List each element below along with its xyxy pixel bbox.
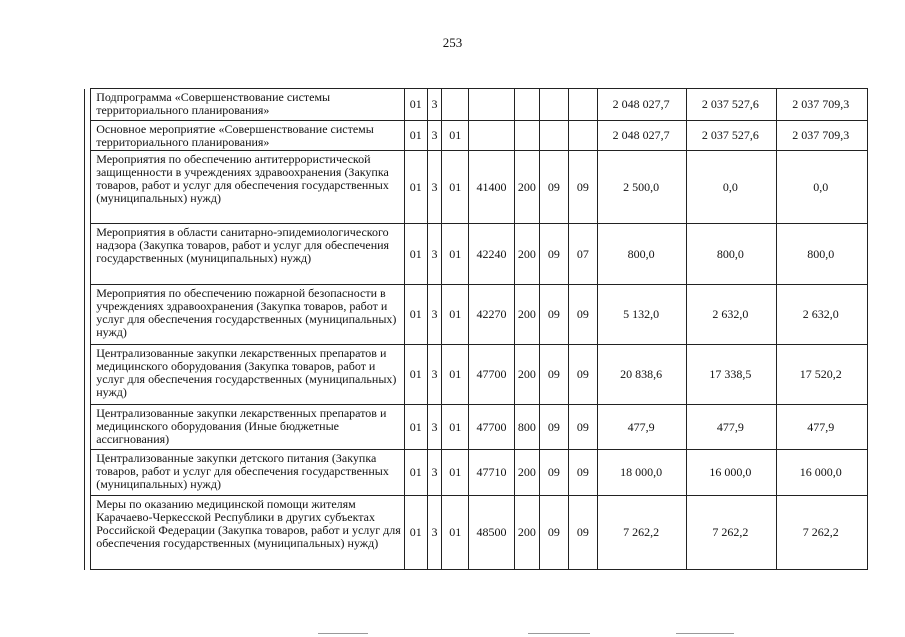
row-name: Подпрограмма «Совершенствование системы территориального планирования» xyxy=(91,89,405,121)
amount-cell: 5 132,0 xyxy=(597,285,686,345)
table-row xyxy=(85,496,868,570)
code-cell: 01 xyxy=(404,285,427,345)
code-cell: 09 xyxy=(539,450,568,496)
row-name: Мероприятия по обеспечению пожарной безопасности в учреждениях здравоохранения (Закупка товаров, работ и услуг для обеспечения государственных (муниципальных) нужд) xyxy=(91,285,405,345)
amount-cell: 7 262,2 xyxy=(776,496,867,570)
code-cell: 09 xyxy=(539,285,568,345)
code-cell: 200 xyxy=(514,224,539,285)
row-name: Меры по оказанию медицинской помощи жителям Карачаево-Черкесской Республики в других субъектах Российской Федерации (Закупка товаров, работ и услуг для обеспечения государственных (муниципальных) нужд) xyxy=(91,496,405,570)
scan-artifact-line xyxy=(318,633,368,634)
code-cell: 09 xyxy=(539,496,568,570)
code-cell: 200 xyxy=(514,285,539,345)
code-cell xyxy=(514,121,539,151)
amount-cell: 16 000,0 xyxy=(776,450,867,496)
code-cell: 200 xyxy=(514,151,539,224)
amount-cell: 2 037 709,3 xyxy=(776,121,867,151)
code-cell: 09 xyxy=(568,496,597,570)
table-row xyxy=(85,285,868,345)
row-name: Централизованные закупки детского питания (Закупка товаров, работ и услуг для обеспечения государственных (муниципальных) нужд) xyxy=(91,450,405,496)
code-cell: 01 xyxy=(442,151,469,224)
amount-cell: 800,0 xyxy=(687,224,776,285)
code-cell: 47700 xyxy=(469,405,515,450)
code-cell: 3 xyxy=(427,496,442,570)
amount-cell: 0,0 xyxy=(687,151,776,224)
code-cell: 09 xyxy=(539,405,568,450)
code-cell: 200 xyxy=(514,345,539,405)
code-cell: 09 xyxy=(539,224,568,285)
code-cell xyxy=(568,89,597,121)
amount-cell: 2 048 027,7 xyxy=(597,121,686,151)
code-cell xyxy=(442,89,469,121)
amount-cell: 2 037 709,3 xyxy=(776,89,867,121)
amount-cell: 477,9 xyxy=(597,405,686,450)
code-cell xyxy=(469,121,515,151)
code-cell: 3 xyxy=(427,345,442,405)
table-row xyxy=(85,151,868,224)
code-cell: 01 xyxy=(442,496,469,570)
code-cell: 42270 xyxy=(469,285,515,345)
code-cell: 01 xyxy=(442,345,469,405)
code-cell: 3 xyxy=(427,151,442,224)
amount-cell: 2 500,0 xyxy=(597,151,686,224)
code-cell: 09 xyxy=(568,285,597,345)
table-row xyxy=(85,450,868,496)
code-cell: 01 xyxy=(404,496,427,570)
code-cell: 01 xyxy=(404,405,427,450)
amount-cell: 2 632,0 xyxy=(776,285,867,345)
amount-cell: 17 338,5 xyxy=(687,345,776,405)
amount-cell: 2 632,0 xyxy=(687,285,776,345)
code-cell: 48500 xyxy=(469,496,515,570)
scan-artifact-line xyxy=(528,633,590,634)
code-cell: 01 xyxy=(442,405,469,450)
code-cell: 3 xyxy=(427,224,442,285)
amount-cell: 16 000,0 xyxy=(687,450,776,496)
table-row xyxy=(85,345,868,405)
code-cell: 01 xyxy=(404,121,427,151)
amount-cell: 2 048 027,7 xyxy=(597,89,686,121)
code-cell: 01 xyxy=(404,89,427,121)
code-cell: 01 xyxy=(404,450,427,496)
code-cell: 07 xyxy=(568,224,597,285)
table-row xyxy=(85,405,868,450)
scan-artifact-line xyxy=(676,633,734,634)
code-cell: 3 xyxy=(427,285,442,345)
code-cell: 09 xyxy=(568,151,597,224)
scan-bottom-edge xyxy=(0,630,905,637)
table-row xyxy=(85,89,868,121)
code-cell: 09 xyxy=(539,151,568,224)
amount-cell: 7 262,2 xyxy=(597,496,686,570)
code-cell: 200 xyxy=(514,450,539,496)
table-row xyxy=(85,121,868,151)
code-cell: 3 xyxy=(427,89,442,121)
code-cell: 41400 xyxy=(469,151,515,224)
amount-cell: 800,0 xyxy=(776,224,867,285)
code-cell: 01 xyxy=(442,121,469,151)
amount-cell: 18 000,0 xyxy=(597,450,686,496)
code-cell: 01 xyxy=(442,224,469,285)
code-cell: 09 xyxy=(568,345,597,405)
code-cell xyxy=(539,121,568,151)
code-cell: 09 xyxy=(568,450,597,496)
code-cell: 200 xyxy=(514,496,539,570)
code-cell: 01 xyxy=(404,224,427,285)
code-cell: 800 xyxy=(514,405,539,450)
amount-cell: 17 520,2 xyxy=(776,345,867,405)
amount-cell: 7 262,2 xyxy=(687,496,776,570)
amount-cell: 20 838,6 xyxy=(597,345,686,405)
amount-cell: 477,9 xyxy=(687,405,776,450)
code-cell xyxy=(568,121,597,151)
amount-cell: 0,0 xyxy=(776,151,867,224)
row-name: Централизованные закупки лекарственных препаратов и медицинского оборудования (Закупка товаров, работ и услуг для обеспечения государственных (муниципальных) нужд) xyxy=(91,345,405,405)
code-cell: 3 xyxy=(427,450,442,496)
code-cell: 01 xyxy=(442,450,469,496)
row-name: Мероприятия в области санитарно-эпидемиологического надзора (Закупка товаров, работ и услуг для обеспечения государственных (муниципальных) нужд) xyxy=(91,224,405,285)
code-cell: 01 xyxy=(404,345,427,405)
code-cell: 47710 xyxy=(469,450,515,496)
amount-cell: 477,9 xyxy=(776,405,867,450)
code-cell: 3 xyxy=(427,405,442,450)
row-name: Основное мероприятие «Совершенствование системы территориального планирования» xyxy=(91,121,405,151)
amount-cell: 800,0 xyxy=(597,224,686,285)
row-name: Централизованные закупки лекарственных препаратов и медицинского оборудования (Иные бюджетные ассигнования) xyxy=(91,405,405,450)
budget-table xyxy=(84,88,868,570)
code-cell xyxy=(539,89,568,121)
code-cell: 01 xyxy=(442,285,469,345)
code-cell xyxy=(469,89,515,121)
code-cell: 09 xyxy=(568,405,597,450)
code-cell xyxy=(514,89,539,121)
table-row xyxy=(85,224,868,285)
code-cell: 47700 xyxy=(469,345,515,405)
amount-cell: 2 037 527,6 xyxy=(687,89,776,121)
page-number: 253 xyxy=(442,35,463,50)
amount-cell: 2 037 527,6 xyxy=(687,121,776,151)
code-cell: 42240 xyxy=(469,224,515,285)
code-cell: 3 xyxy=(427,121,442,151)
code-cell: 01 xyxy=(404,151,427,224)
code-cell: 09 xyxy=(539,345,568,405)
row-name: Мероприятия по обеспечению антитеррористической защищенности в учреждениях здравоохранения (Закупка товаров, работ и услуг для обеспечения государственных (муниципальных) нужд) xyxy=(91,151,405,224)
